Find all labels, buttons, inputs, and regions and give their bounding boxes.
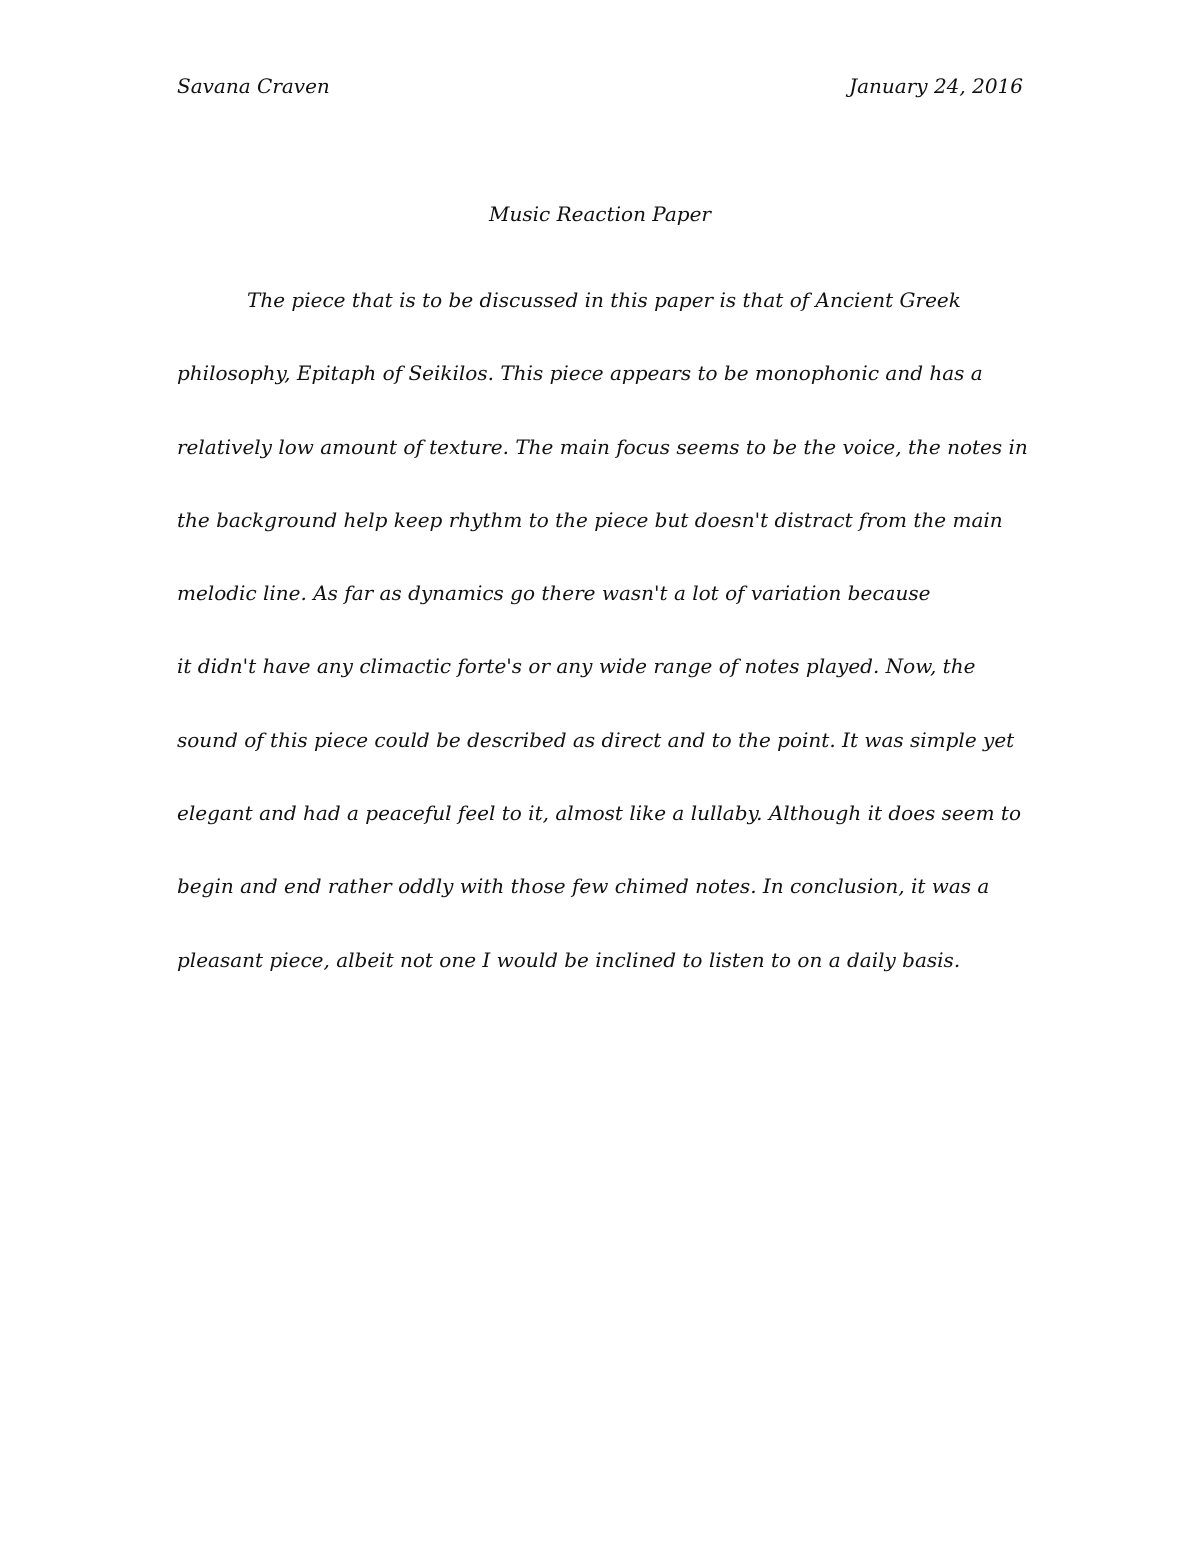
author-name: Savana Craven bbox=[177, 74, 330, 98]
body-line: elegant and had a peaceful feel to it, almost like a lullaby. Although it does seem to bbox=[177, 801, 1022, 826]
body-line: sound of this piece could be described as direct and to the point. It was simple yet bbox=[177, 727, 1015, 752]
body-line: melodic line. As far as dynamics go there wasn't a lot of variation because bbox=[177, 581, 931, 606]
body-line: the background help keep rhythm to the piece but doesn't distract from the main bbox=[177, 507, 1003, 532]
body-line: philosophy, Epitaph of Seikilos. This piece appears to be monophonic and has a bbox=[177, 361, 983, 386]
page-title: Music Reaction Paper bbox=[489, 202, 711, 226]
body-line: The piece that is to be discussed in this paper is that of Ancient Greek bbox=[247, 288, 961, 312]
body-line: begin and end rather oddly with those few chimed notes. In conclusion, it was a bbox=[177, 874, 990, 899]
body-line: it didn't have any climactic forte's or any wide range of notes played. Now, the bbox=[177, 654, 976, 679]
document-date: January 24, 2016 bbox=[849, 74, 1023, 98]
body-line: pleasant piece, albeit not one I would be inclined to listen to on a daily basis. bbox=[177, 947, 961, 972]
page-header bbox=[177, 72, 1023, 100]
body-paragraph bbox=[177, 286, 1037, 1019]
body-line: relatively low amount of texture. The main focus seems to be the voice, the notes in bbox=[177, 434, 1028, 459]
